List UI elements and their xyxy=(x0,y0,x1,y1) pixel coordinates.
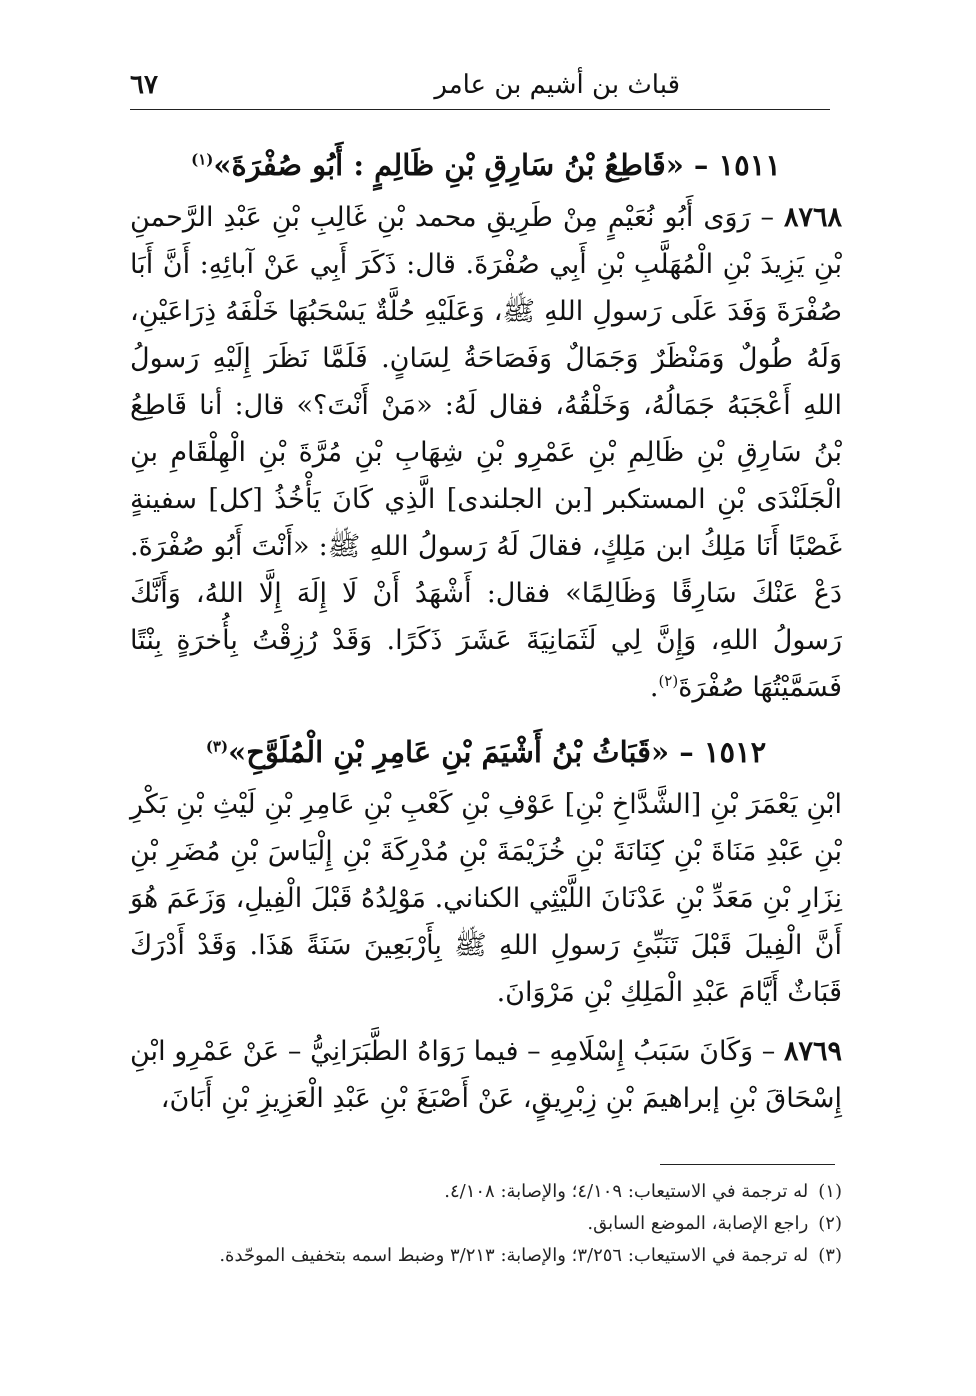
entry-title: – «قَبَاثُ بْنُ أَشْيَمَ بْنِ عَامِرِ بْنِ الْمُلَوَّحِ» xyxy=(228,735,694,769)
footnote-3 xyxy=(130,1242,842,1270)
entry-heading-1512 xyxy=(130,727,842,777)
paragraph-tail: . xyxy=(649,672,659,703)
footnote-text: له ترجمة في الاستيعاب: ٣/٢٥٦؛ والإصابة: ٣/٢١٣ وضبط اسمه بتخفيف الموحّدة. xyxy=(219,1245,809,1266)
paragraph-text: – رَوَى أَبُو نُعَيْمٍ مِنْ طَرِيقِ محمد بْنِ غَالِبِ بْنِ عَبْدِ الرَّحمنِ بْنِ يَزِيدَ بْنِ الْمُهَلَّبِ بْنِ أَبِي صُفْرَةَ. قال: ذَكَرَ أَبِي عَنْ آبائِهِ: أَنَّ أَبَا صُفْرَةَ وَفَدَ عَلَى رَسولِ اللهِ ﷺ، وَعَلَيْهِ حُلَّةٌ يَسْحَبُهَا خَلْفَهُ ذِرَاعَيْنِ، وَلَهُ طُولٌ وَمَنْظَرٌ وَجَمَالٌ وَفَصَاحَةُ لِسَانٍ. فَلَمَّا نَظَرَ إِلَيْهِ رَسولُ اللهِ أَعْجَبَهُ جَمَالُهُ، وَخَلْقُهُ، فقال لَهُ: «مَنْ أَنْتَ؟» قال: أنا قَاطِعُ بْنُ سَارِقِ بْنِ ظَالِمِ بْنِ عَمْرِو بْنِ شِهَابِ بْنِ مُرَّةَ بْنِ الْهِلْقَامِ بنِ الْجَلَنْدَى بْنِ المستكبر [بن الجلندى] الَّذِي كَانَ يَأْخُذُ [كل] سفينةٍ غَصْبًا أَنَا مَلِكُ ابن مَلِكٍ، فقالَ لَهُ رَسولُ اللهِ ﷺ: «أَنْتَ أَبُو صُفْرَةَ. دَعْ عَنْكَ سَارِقًا وَظَالِمًا» فقال: أَشْهَدُ أَنْ لَا إِلَهَ إِلَّا اللهُ، وَأَنَّكَ رَسولُ اللهِ، وَإِنَّ لِي لَثَمَانِيَةَ عَشَرَ ذَكَرًا. وَقَدْ رُزِقْتُ بِأُخرَةٍ بِنْتًا فَسَمَّيْتُهَا صُفْرَةَ xyxy=(130,202,842,703)
footnote-label: (٣) xyxy=(818,1245,842,1266)
footnotes xyxy=(130,1178,842,1274)
entry-number: ١٥١٢ xyxy=(703,735,767,769)
main-text xyxy=(130,140,842,1122)
paragraph-text: ابْنِ يَعْمَرَ بْنِ [الشَّدَّاخِ بْنِ] عَوْفِ بْنِ كَعْبِ بْنِ عَامِرِ بْنِ لَيْثِ بْنِ بَكْرِ بْنِ عَبْدِ مَنَاةَ بْنِ كِنَانَةَ بْنِ خُزَيْمَةَ بْنِ مُدْرِكَةَ بْنِ إِلْيَاسَ بْنِ مُضَرِ بْنِ نِزَارِ بْنِ مَعَدِّ بْنِ عَدْنَانَ اللَّيْثِي الكناني. مَوْلِدُهُ قَبْلَ الْفِيلِ، وَزَعَمَ هُوَ أَنَّ الْفِيلَ قَبْلَ تَنَبِّئِ رَسولِ اللهِ ﷺ بِأَرْبَعِينَ سَنَةً هَذَا. وَقَدْ أَدْرَكَ قَبَاثٌ أَيَّامَ عَبْدِ الْمَلِكِ بْنِ مَرْوَانَ. xyxy=(130,789,842,1008)
entry-heading-1511 xyxy=(130,140,842,190)
header-title: قباث بن أشيم بن عامر xyxy=(434,70,680,100)
footnote-rule xyxy=(660,1164,835,1165)
footnote-ref: (١) xyxy=(191,150,214,169)
footnote-ref: (٢) xyxy=(658,672,679,690)
footnote-label: (٢) xyxy=(818,1213,842,1234)
entry-number: ١٥١١ xyxy=(718,148,781,182)
page-number: ٦٧ xyxy=(130,70,158,100)
footnote-2 xyxy=(130,1210,842,1238)
entry-title: – «قَاطِعُ بْنُ سَارِقِ بْنِ ظَالِمٍ : أَبُو صُفْرَةَ» xyxy=(213,148,709,182)
paragraph-text: – وَكَانَ سَبَبُ إِسْلَامِهِ – فيما رَوَاهُ الطَّبَرَانِيُّ – عَنْ عَمْرِو ابْنِ إِسْحَاقَ بْنِ إبراهيمَ بْنِ زِبْرِيقٍ، عَنْ أَصْبَغَ بْنِ عَبْدِ الْعَزِيزِ بْنِ أَبَانَ، xyxy=(130,1036,842,1114)
header-rule xyxy=(130,109,830,110)
paragraph-8769 xyxy=(130,1028,842,1122)
footnote-text: راجع الإصابة، الموضع السابق. xyxy=(587,1213,809,1234)
footnote-1 xyxy=(130,1178,842,1206)
paragraph-8768 xyxy=(130,194,842,711)
hadith-number: ٨٧٦٨ xyxy=(783,202,842,233)
footnote-ref: (٣) xyxy=(205,737,229,756)
footnote-text: له ترجمة في الاستيعاب: ٤/١٠٩؛ والإصابة: ٤/١٠٨. xyxy=(444,1181,809,1202)
paragraph-lineage xyxy=(130,781,842,1016)
footnote-label: (١) xyxy=(818,1181,842,1202)
hadith-number: ٨٧٦٩ xyxy=(783,1036,842,1067)
running-header xyxy=(130,62,830,110)
